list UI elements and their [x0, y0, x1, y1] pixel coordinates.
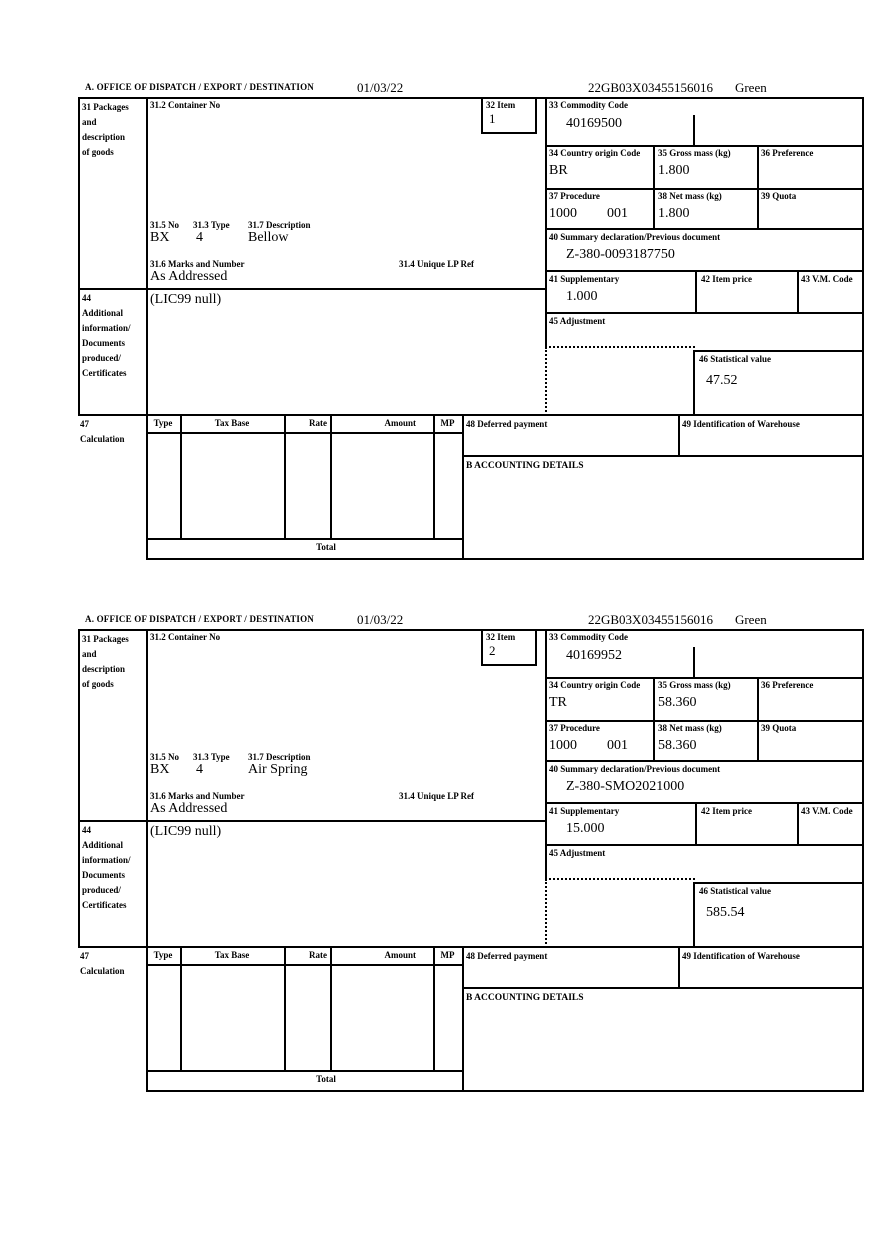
- declaration-reference: [588, 80, 767, 96]
- grid-line: [797, 802, 799, 846]
- marks-and-number-value: As Addressed: [150, 801, 228, 816]
- box42-item-price-label: 42 Item price: [701, 806, 752, 816]
- box314-lp-ref-label: 31.4 Unique LP Ref: [399, 791, 475, 801]
- grid-line: [545, 844, 864, 846]
- country-origin-value: BR: [549, 163, 568, 178]
- box33-commodity-code-label: 33 Commodity Code: [549, 632, 628, 642]
- box43-vm-code-label: 43 V.M. Code: [801, 806, 853, 816]
- supplementary-value: 1.000: [566, 289, 598, 304]
- procedure-code-value: 1000: [549, 206, 577, 221]
- box45-adjustment-label: 45 Adjustment: [549, 848, 606, 858]
- box317-description-label: 31.7 Description: [248, 752, 311, 762]
- accounting-details-label: B ACCOUNTING DETAILS: [466, 993, 584, 1003]
- grid-line: [462, 455, 864, 457]
- grid-line: [693, 882, 695, 948]
- box41-supplementary-label: 41 Supplementary: [549, 806, 620, 816]
- box40-summary-declaration-label: 40 Summary declaration/Previous document: [549, 232, 721, 242]
- box49-warehouse-label: 49 Identification of Warehouse: [682, 419, 800, 429]
- grid-line: [653, 677, 655, 762]
- box316-marks-label: 31.6 Marks and Number: [150, 259, 245, 269]
- grid-line: [545, 228, 864, 230]
- box49-warehouse-label: 49 Identification of Warehouse: [682, 951, 800, 961]
- calc-header-type: Type: [153, 950, 173, 960]
- grid-line: [545, 145, 864, 147]
- grid-line: [78, 629, 80, 948]
- item-number-value: 1: [489, 111, 496, 126]
- grid-line: [284, 946, 286, 1072]
- grid-line: [78, 97, 864, 99]
- calc-header-amount: Amount: [384, 418, 416, 428]
- grid-line: [653, 145, 655, 230]
- accounting-details-label: B ACCOUNTING DETAILS: [466, 461, 584, 471]
- box33-commodity-code-label: 33 Commodity Code: [549, 100, 628, 110]
- grid-line: [78, 414, 864, 416]
- box44-additional-info-label: 44 Additional information/ Documents produced/ Certificates: [82, 293, 131, 378]
- goods-description-value: Air Spring: [248, 762, 308, 777]
- grid-line: [180, 414, 182, 540]
- box45-adjustment-label: 45 Adjustment: [549, 316, 606, 326]
- grid-line: [146, 558, 864, 560]
- grid-line: [678, 946, 680, 989]
- box315-no-label: 31.5 No: [150, 752, 179, 762]
- grid-line: [757, 145, 759, 230]
- calc-header-rate: Rate: [309, 418, 327, 428]
- grid-line: [545, 760, 864, 762]
- grid-line: [481, 664, 537, 666]
- calc-header-rate: Rate: [309, 950, 327, 960]
- grid-line: [797, 270, 799, 314]
- grid-line: [146, 538, 464, 540]
- movement-reference-number: 22GB03X03455156016: [588, 80, 713, 95]
- box36-preference-label: 36 Preference: [761, 148, 814, 158]
- declaration-item-section: [0, 80, 882, 612]
- grid-line: [481, 97, 483, 134]
- grid-line: [78, 288, 547, 290]
- grid-line: [146, 1090, 864, 1092]
- grid-line: [695, 802, 697, 846]
- routing-status: Green: [734, 612, 767, 627]
- calc-header-mp: MP: [440, 950, 455, 960]
- grid-line: [330, 946, 332, 1072]
- grid-line: [693, 350, 695, 416]
- grid-line: [462, 946, 464, 1092]
- grid-line: [678, 414, 680, 457]
- grid-line: [433, 414, 435, 540]
- commodity-code-divider: [693, 647, 695, 677]
- office-of-dispatch-heading: A. OFFICE OF DISPATCH / EXPORT / DESTINATION: [85, 614, 315, 624]
- box34-country-origin-label: 34 Country origin Code: [549, 148, 641, 158]
- summary-declaration-value: Z-380-0093187750: [566, 247, 675, 262]
- grid-line: [693, 882, 864, 884]
- grid-line: [862, 97, 864, 560]
- box47-calculation-label: 47 Calculation: [80, 951, 125, 976]
- calc-header-tax-base: Tax Base: [214, 950, 250, 960]
- box44-additional-info-label: 44 Additional information/ Documents produced/ Certificates: [82, 825, 131, 910]
- box46-statistical-value-label: 46 Statistical value: [699, 886, 771, 896]
- grid-line: [862, 629, 864, 1092]
- procedure-code-value: 1000: [549, 738, 577, 753]
- box41-supplementary-label: 41 Supplementary: [549, 274, 620, 284]
- calc-header-tax-base: Tax Base: [214, 418, 250, 428]
- additional-info-value: (LIC99 null): [150, 292, 222, 307]
- grid-line: [545, 312, 864, 314]
- additional-info-value: (LIC99 null): [150, 824, 222, 839]
- grid-line: [545, 188, 864, 190]
- box313-type-label: 31.3 Type: [193, 220, 230, 230]
- package-type-value: 4: [196, 230, 203, 245]
- box317-description-label: 31.7 Description: [248, 220, 311, 230]
- calc-header-type: Type: [153, 418, 173, 428]
- dotted-grid-line: [545, 347, 547, 416]
- box32-item-label: 32 Item: [486, 632, 516, 642]
- grid-line: [78, 946, 864, 948]
- item-number-value: 2: [489, 643, 496, 658]
- box47-calculation-label: 47 Calculation: [80, 419, 125, 444]
- grid-line: [545, 720, 864, 722]
- grid-line: [78, 629, 864, 631]
- gross-mass-value: 58.360: [658, 695, 697, 710]
- box48-deferred-payment-label: 48 Deferred payment: [466, 951, 548, 961]
- marks-and-number-value: As Addressed: [150, 269, 228, 284]
- grid-line: [284, 414, 286, 540]
- dispatch-date: 01/03/22: [357, 80, 404, 95]
- grid-line: [146, 964, 464, 966]
- grid-line: [695, 270, 697, 314]
- grid-line: [146, 629, 148, 1092]
- box37-procedure-label: 37 Procedure: [549, 723, 600, 733]
- box32-item-label: 32 Item: [486, 100, 516, 110]
- dotted-grid-line: [545, 879, 547, 948]
- package-type-value: 4: [196, 762, 203, 777]
- box31-packages-label: 31 Packages and description of goods: [82, 634, 129, 689]
- box48-deferred-payment-label: 48 Deferred payment: [466, 419, 548, 429]
- grid-line: [545, 677, 864, 679]
- box315-no-label: 31.5 No: [150, 220, 179, 230]
- grid-line: [146, 1070, 464, 1072]
- box313-type-label: 31.3 Type: [193, 752, 230, 762]
- statistical-value: 47.52: [706, 373, 738, 388]
- commodity-code-value: 40169952: [566, 648, 622, 663]
- box35-gross-mass-label: 35 Gross mass (kg): [658, 148, 731, 158]
- box34-country-origin-label: 34 Country origin Code: [549, 680, 641, 690]
- summary-declaration-value: Z-380-SMO2021000: [566, 779, 685, 794]
- box39-quota-label: 39 Quota: [761, 723, 797, 733]
- grid-line: [330, 414, 332, 540]
- box40-summary-declaration-label: 40 Summary declaration/Previous document: [549, 764, 721, 774]
- calc-total-label: Total: [316, 1074, 336, 1084]
- box314-lp-ref-label: 31.4 Unique LP Ref: [399, 259, 475, 269]
- grid-line: [433, 946, 435, 1072]
- box46-statistical-value-label: 46 Statistical value: [699, 354, 771, 364]
- grid-line: [535, 629, 537, 666]
- grid-line: [481, 132, 537, 134]
- dotted-grid-line: [545, 346, 695, 348]
- box312-container-no-label: 31.2 Container No: [150, 632, 221, 642]
- box38-net-mass-label: 38 Net mass (kg): [658, 191, 722, 201]
- office-of-dispatch-heading: A. OFFICE OF DISPATCH / EXPORT / DESTINATION: [85, 82, 315, 92]
- box312-container-no-label: 31.2 Container No: [150, 100, 221, 110]
- calc-header-amount: Amount: [384, 950, 416, 960]
- box316-marks-label: 31.6 Marks and Number: [150, 791, 245, 801]
- box43-vm-code-label: 43 V.M. Code: [801, 274, 853, 284]
- dotted-grid-line: [545, 878, 695, 880]
- box42-item-price-label: 42 Item price: [701, 274, 752, 284]
- grid-line: [545, 629, 547, 880]
- commodity-code-divider: [693, 115, 695, 145]
- grid-line: [78, 97, 80, 416]
- package-no-value: BX: [150, 230, 170, 245]
- grid-line: [146, 97, 148, 560]
- net-mass-value: 1.800: [658, 206, 690, 221]
- box38-net-mass-label: 38 Net mass (kg): [658, 723, 722, 733]
- grid-line: [78, 820, 547, 822]
- goods-description-value: Bellow: [248, 230, 289, 245]
- box36-preference-label: 36 Preference: [761, 680, 814, 690]
- routing-status: Green: [734, 80, 767, 95]
- grid-line: [545, 97, 547, 348]
- box37-procedure-label: 37 Procedure: [549, 191, 600, 201]
- declaration-item-section: [0, 612, 882, 1144]
- grid-line: [545, 270, 864, 272]
- grid-line: [180, 946, 182, 1072]
- box35-gross-mass-label: 35 Gross mass (kg): [658, 680, 731, 690]
- grid-line: [535, 97, 537, 134]
- grid-line: [146, 432, 464, 434]
- dispatch-date: 01/03/22: [357, 612, 404, 627]
- grid-line: [481, 629, 483, 666]
- calc-total-label: Total: [316, 542, 336, 552]
- statistical-value: 585.54: [706, 905, 745, 920]
- net-mass-value: 58.360: [658, 738, 697, 753]
- procedure-code-2-value: 001: [607, 738, 628, 753]
- supplementary-value: 15.000: [566, 821, 605, 836]
- grid-line: [462, 987, 864, 989]
- box39-quota-label: 39 Quota: [761, 191, 797, 201]
- box31-packages-label: 31 Packages and description of goods: [82, 102, 129, 157]
- procedure-code-2-value: 001: [607, 206, 628, 221]
- calc-header-mp: MP: [440, 418, 455, 428]
- commodity-code-value: 40169500: [566, 116, 622, 131]
- grid-line: [462, 414, 464, 560]
- gross-mass-value: 1.800: [658, 163, 690, 178]
- movement-reference-number: 22GB03X03455156016: [588, 612, 713, 627]
- package-no-value: BX: [150, 762, 170, 777]
- declaration-reference: [588, 612, 767, 628]
- grid-line: [757, 677, 759, 762]
- country-origin-value: TR: [549, 695, 567, 710]
- grid-line: [693, 350, 864, 352]
- grid-line: [545, 802, 864, 804]
